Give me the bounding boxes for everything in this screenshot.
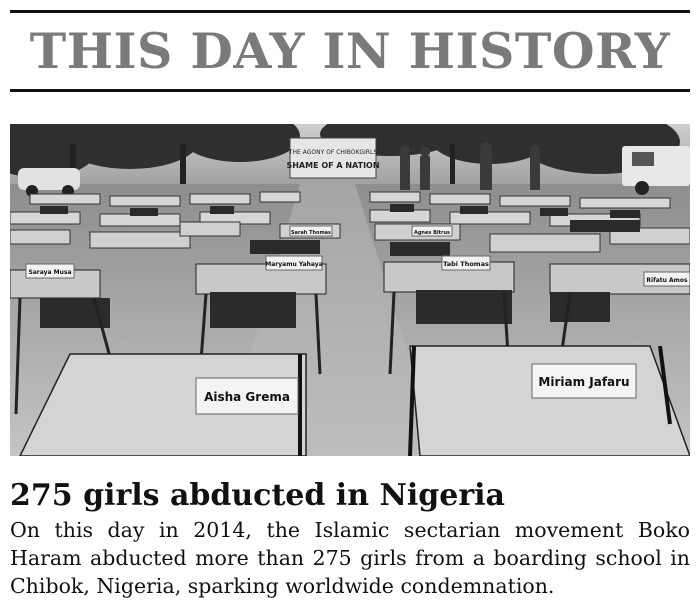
name-card-label: Maryamu Yahaya bbox=[265, 261, 323, 268]
name-card-maryamu bbox=[265, 256, 323, 270]
desk-foreground-right bbox=[410, 346, 690, 456]
sign-line-2: SHAME OF A NATION bbox=[286, 161, 380, 170]
name-card-label: Aisha Grema bbox=[204, 390, 290, 404]
name-card-label: Rifatu Amos bbox=[646, 277, 688, 284]
name-card-agnes bbox=[412, 226, 452, 236]
name-card-rifatu bbox=[644, 272, 690, 286]
name-card-tabi bbox=[442, 256, 490, 270]
name-card-label: Miriam Jafaru bbox=[538, 375, 630, 389]
section-banner bbox=[10, 10, 690, 92]
protest-sign bbox=[286, 138, 379, 178]
name-card-sarah bbox=[290, 226, 332, 236]
photo-illustration bbox=[10, 124, 690, 456]
article-body: On this day in 2014, the Islamic sectarian movement Boko Haram abducted more than 275 girls from a boarding school in Chibok, Nigeria, sparking worldwide condemnation. bbox=[10, 518, 690, 598]
news-photo bbox=[10, 124, 690, 456]
name-card-miriam bbox=[532, 364, 636, 398]
name-card-label: Saraya Musa bbox=[28, 269, 72, 276]
name-card-label: Sarah Thomas bbox=[290, 230, 332, 236]
name-card-saraya bbox=[26, 264, 74, 278]
section-title: THIS DAY IN HISTORY bbox=[29, 22, 671, 80]
name-card-label: Agnes Bitrus bbox=[413, 230, 451, 236]
name-card-aisha bbox=[196, 378, 298, 414]
name-card-label: Tabi Thomas bbox=[443, 260, 489, 268]
sign-line-1: THE AGONY OF CHIBOKGIRLS bbox=[288, 149, 378, 156]
article-headline: 275 girls abducted in Nigeria bbox=[10, 478, 505, 513]
